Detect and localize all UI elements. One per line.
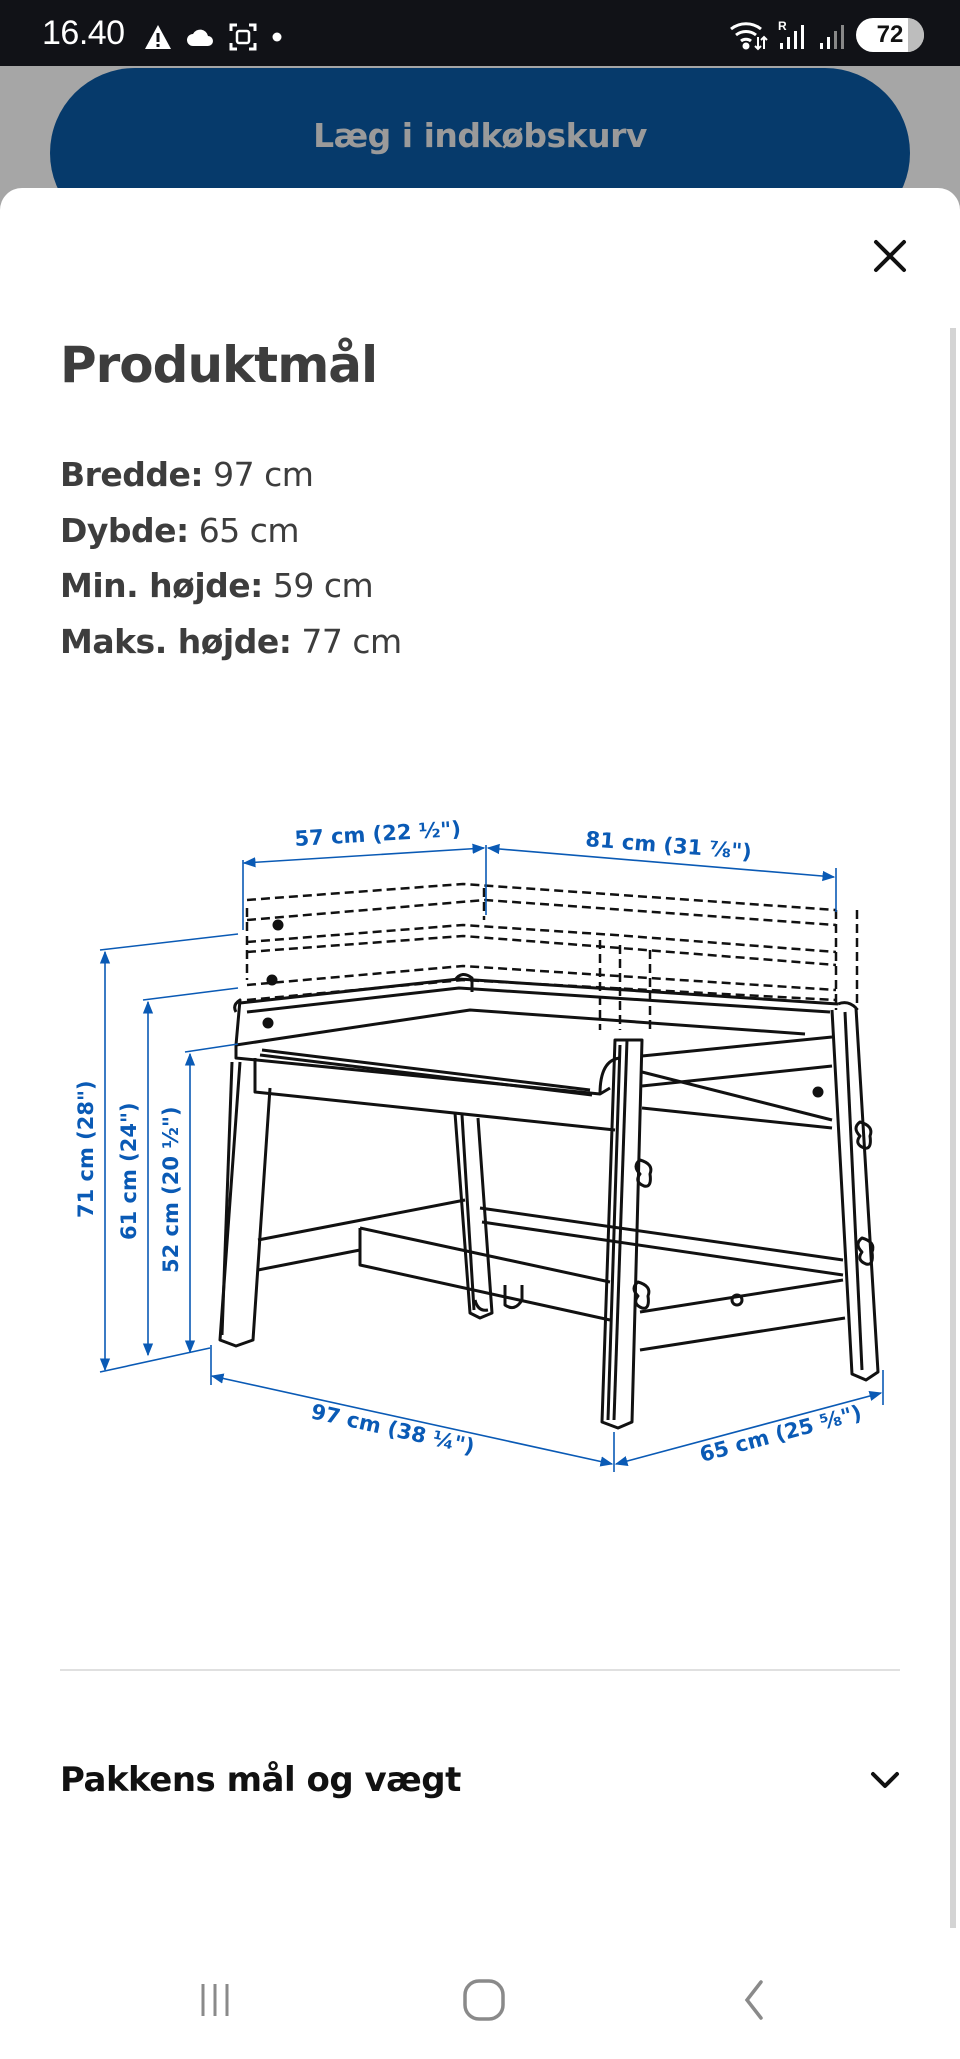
recent-apps-button[interactable] [175,1970,255,2030]
dimension-specs [60,452,402,674]
close-button[interactable] [868,234,912,278]
wifi-icon [728,19,768,51]
back-button[interactable] [714,1970,794,2030]
section-divider [60,1669,900,1671]
home-button[interactable] [444,1970,524,2030]
spec-width [60,452,402,508]
dot-icon [272,32,282,42]
svg-text:R: R [778,19,787,33]
close-icon [873,239,907,273]
system-nav-bar [0,1950,960,2059]
spec-label: Min. højde: [60,566,263,605]
spec-label: Bredde: [60,455,204,494]
dim-label-height-mid: 61 cm (24") [117,1102,141,1240]
add-to-cart-button[interactable]: Læg i indkøbskurv [50,68,910,238]
recent-apps-icon [195,1980,235,2020]
spec-depth [60,508,402,564]
dim-label-depth: 65 cm (25 ⅝") [697,1400,865,1467]
spec-value: 77 cm [301,621,402,661]
spec-label: Maks. højde: [60,621,292,661]
battery-indicator [856,18,924,52]
spec-min-height [60,563,402,619]
dim-label-width: 97 cm (38 ¼") [308,1399,477,1459]
accordion-label: Pakkens mål og vægt [60,1760,461,1800]
signal-icon [818,19,846,51]
status-right-icons [728,18,924,52]
dim-label-height-max: 71 cm (28") [74,1080,98,1218]
signal-roaming-icon [778,19,808,51]
cloud-icon [186,27,214,47]
spec-max-height [60,619,402,675]
package-dimensions-accordion[interactable] [60,1740,900,1820]
battery-level: 72 [876,21,904,48]
dim-label-top-left: 57 cm (22 ½") [293,816,462,851]
status-bar [0,0,960,66]
screenshot-icon [228,22,258,52]
desk-dimension-diagram [60,810,900,1490]
warning-icon [144,24,172,50]
spec-value: 97 cm [213,455,314,494]
status-left-icons [144,22,282,52]
dim-label-height-min: 52 cm (20 ½") [159,1106,183,1273]
chevron-down-icon [870,1770,900,1790]
spec-label: Dybde: [60,510,189,550]
home-icon [462,1978,506,2022]
sheet-scrollbar[interactable] [950,328,956,1928]
spec-value: 59 cm [272,566,374,605]
spec-value: 65 cm [198,510,300,550]
status-time: 16.40 [42,14,125,52]
dim-label-top-right: 81 cm (31 ⅞") [584,827,753,865]
back-icon [739,1978,769,2022]
page-title: Produktmål [60,336,378,394]
